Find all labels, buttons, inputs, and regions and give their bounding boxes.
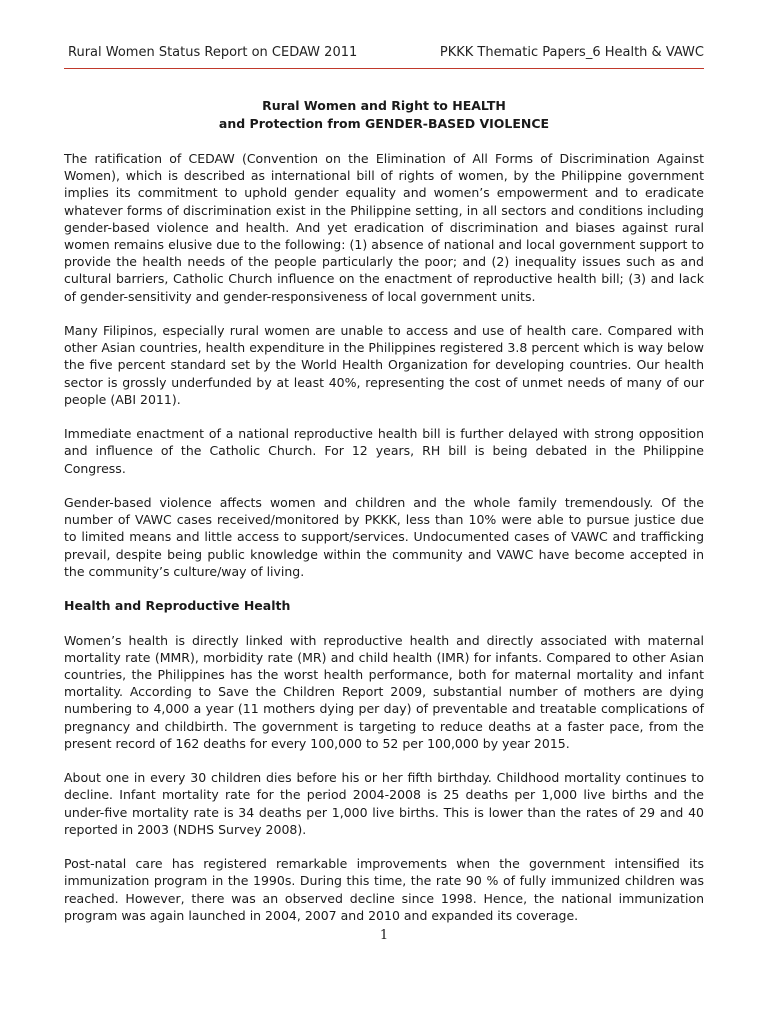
paragraph-rh-bill: Immediate enactment of a national reproductive health bill is further delayed with strong opposition and influence of the Catholic Church. For 12 years, RH bill is being debated in the Philippine Congress. <box>64 426 704 476</box>
title-line-1: Rural Women and Right to HEALTH <box>262 98 506 113</box>
header-paper-title: PKKK Thematic Papers_6 Health & VAWC <box>439 45 704 60</box>
page-number: 1 <box>379 928 389 943</box>
page-header <box>64 44 704 69</box>
document-title <box>64 97 704 133</box>
header-report-title: Rural Women Status Report on CEDAW 2011 <box>68 45 358 60</box>
paragraph-health-access: Many Filipinos, especially rural women are unable to access and use of health care. Compared with other Asian countries, health expenditure in the Philippines registered 3.8 percent which is way below the five percent standard set by the World Health Organization for developing countries. Our health sector is grossly underfunded by at least 40%, representing the cost of unmet needs of many of our people (ABI 2011). <box>64 323 704 407</box>
paragraph-gender-violence: Gender-based violence affects women and children and the whole family tremendously. Of the number of VAWC cases received/monitored by PKKK, less than 10% were able to pursue justice due to limited means and little access to support/services. Undocumented cases of VAWC and trafficking prevail, despite being public knowledge within the community and VAWC have become accepted in the community’s culture/way of living. <box>64 495 704 579</box>
paragraph-child-mortality: About one in every 30 children dies before his or her fifth birthday. Childhood mortality continues to decline. Infant mortality rate for the period 2004-2008 is 25 deaths per 1,000 live births and the under-five mortality rate is 34 deaths per 1,000 live births. This is lower than the rates of 29 and 40 reported in 2003 (NDHS Survey 2008). <box>64 770 704 837</box>
title-line-2: and Protection from GENDER-BASED VIOLENCE <box>218 116 550 131</box>
section-heading: Health and Reproductive Health <box>64 598 291 614</box>
paragraph-cedaw-ratification: The ratification of CEDAW (Convention on the Elimination of All Forms of Discrimination Against Women), which is described as international bill of rights of women, by the Philippine government implies its commitment to uphold gender equality and women’s empowerment and to eradicate whatever forms of discrimination exist in the Philippine setting, in all sectors and conditions including gender-based violence and health. And yet eradication of discrimination and biases against rural women remains elusive due to the following: (1) absence of national and local government support to provide the health needs of the people particularly the poor; and (2) inequality issues such as and cultural barriers, Catholic Church influence on the enactment of reproductive health bill; (3) and lack of gender-sensitivity and gender-responsiveness of local government units. <box>64 151 704 304</box>
paragraph-womens-health: Women’s health is directly linked with reproductive health and directly associated with maternal mortality rate (MMR), morbidity rate (MR) and child health (IMR) for infants. Compared to other Asian countries, the Philippines has the worst health performance, both for maternal mortality and infant mortality. According to Save the Children Report 2009, substantial number of mothers are dying numbering to 4,000 a year (11 mothers dying per day) of preventable and treatable complications of pregnancy and childbirth. The government is targeting to reduce deaths at a faster pace, from the present record of 162 deaths for every 100,000 to 52 per 100,000 by year 2015. <box>64 632 704 751</box>
body-text <box>64 150 704 941</box>
paragraph-post-natal-care: Post-natal care has registered remarkable improvements when the government intensified its immunization program in the 1990s. During this time, the rate 90 % of fully immunized children was reached. However, there was an observed decline since 1998. Hence, the national immunization program was again launched in 2004, 2007 and 2010 and expanded its coverage. <box>64 856 704 923</box>
